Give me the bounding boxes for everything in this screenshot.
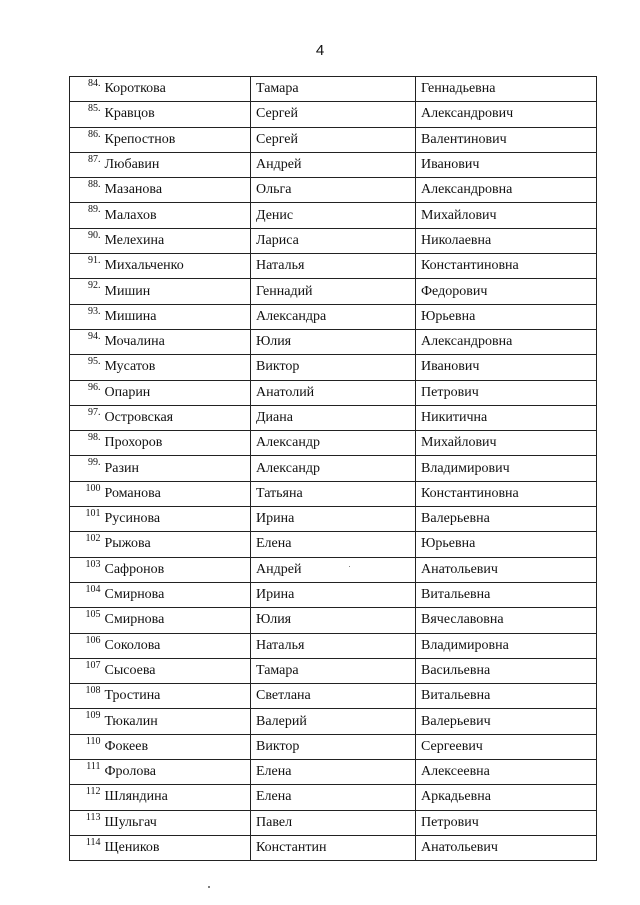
- table-row: [70, 734, 597, 759]
- table-row: [70, 152, 597, 177]
- row-number: 113: [70, 810, 103, 835]
- first-name-cell: Сергей: [251, 127, 416, 152]
- first-name-cell: Ирина: [251, 507, 416, 532]
- table-row: [70, 456, 597, 481]
- first-name-cell: Валерий: [251, 709, 416, 734]
- patronymic-cell: Александровна: [416, 178, 597, 203]
- row-number: 95.: [70, 355, 103, 380]
- first-name-cell: Лариса: [251, 228, 416, 253]
- scan-speck: [349, 566, 350, 567]
- surname-cell: Соколова: [103, 633, 251, 658]
- table-row: [70, 582, 597, 607]
- table-row: [70, 431, 597, 456]
- first-name-cell: Павел: [251, 810, 416, 835]
- patronymic-cell: Николаевна: [416, 228, 597, 253]
- table-row: [70, 557, 597, 582]
- row-number: 91.: [70, 254, 103, 279]
- table-row: [70, 785, 597, 810]
- table-row: [70, 405, 597, 430]
- surname-cell: Щеников: [103, 835, 251, 860]
- table-row: [70, 279, 597, 304]
- page-number: 4: [315, 42, 325, 59]
- first-name-cell: Наталья: [251, 254, 416, 279]
- first-name-cell: Андрей: [251, 557, 416, 582]
- table-row: [70, 127, 597, 152]
- surname-cell: Смирнова: [103, 582, 251, 607]
- patronymic-cell: Валентинович: [416, 127, 597, 152]
- names-table-body: [70, 77, 597, 861]
- row-number: 107: [70, 658, 103, 683]
- row-number: 97.: [70, 405, 103, 430]
- surname-cell: Смирнова: [103, 608, 251, 633]
- surname-cell: Тростина: [103, 684, 251, 709]
- table-row: [70, 77, 597, 102]
- row-number: 101: [70, 507, 103, 532]
- patronymic-cell: Константиновна: [416, 254, 597, 279]
- row-number: 106: [70, 633, 103, 658]
- surname-cell: Фокеев: [103, 734, 251, 759]
- patronymic-cell: Вячеславовна: [416, 608, 597, 633]
- surname-cell: Шульгач: [103, 810, 251, 835]
- patronymic-cell: Федорович: [416, 279, 597, 304]
- table-row: [70, 507, 597, 532]
- table-row: [70, 684, 597, 709]
- table-row: [70, 304, 597, 329]
- surname-cell: Мишин: [103, 279, 251, 304]
- patronymic-cell: Михайлович: [416, 203, 597, 228]
- table-row: [70, 102, 597, 127]
- surname-cell: Шляндина: [103, 785, 251, 810]
- table-row: [70, 203, 597, 228]
- patronymic-cell: Витальевна: [416, 582, 597, 607]
- first-name-cell: Светлана: [251, 684, 416, 709]
- surname-cell: Фролова: [103, 760, 251, 785]
- patronymic-cell: Алексеевна: [416, 760, 597, 785]
- surname-cell: Опарин: [103, 380, 251, 405]
- first-name-cell: Тамара: [251, 77, 416, 102]
- surname-cell: Романова: [103, 481, 251, 506]
- patronymic-cell: Михайлович: [416, 431, 597, 456]
- surname-cell: Любавин: [103, 152, 251, 177]
- surname-cell: Короткова: [103, 77, 251, 102]
- first-name-cell: Диана: [251, 405, 416, 430]
- first-name-cell: Ирина: [251, 582, 416, 607]
- first-name-cell: Елена: [251, 532, 416, 557]
- surname-cell: Прохоров: [103, 431, 251, 456]
- row-number: 93.: [70, 304, 103, 329]
- patronymic-cell: Валерьевич: [416, 709, 597, 734]
- table-row: [70, 380, 597, 405]
- table-row: [70, 355, 597, 380]
- surname-cell: Мазанова: [103, 178, 251, 203]
- row-number: 114: [70, 835, 103, 860]
- patronymic-cell: Петрович: [416, 380, 597, 405]
- first-name-cell: Тамара: [251, 658, 416, 683]
- row-number: 98.: [70, 431, 103, 456]
- row-number: 94.: [70, 329, 103, 354]
- row-number: 85.: [70, 102, 103, 127]
- row-number: 100: [70, 481, 103, 506]
- patronymic-cell: Васильевна: [416, 658, 597, 683]
- surname-cell: Михальченко: [103, 254, 251, 279]
- first-name-cell: Андрей: [251, 152, 416, 177]
- table-row: [70, 254, 597, 279]
- surname-cell: Сафронов: [103, 557, 251, 582]
- first-name-cell: Елена: [251, 760, 416, 785]
- table-row: [70, 532, 597, 557]
- patronymic-cell: Никитична: [416, 405, 597, 430]
- patronymic-cell: Владимировна: [416, 633, 597, 658]
- patronymic-cell: Аркадьевна: [416, 785, 597, 810]
- first-name-cell: Александр: [251, 456, 416, 481]
- scan-speck: [208, 886, 210, 888]
- table-row: [70, 481, 597, 506]
- row-number: 84.: [70, 77, 103, 102]
- surname-cell: Сысоева: [103, 658, 251, 683]
- surname-cell: Русинова: [103, 507, 251, 532]
- patronymic-cell: Юрьевна: [416, 532, 597, 557]
- first-name-cell: Юлия: [251, 608, 416, 633]
- row-number: 86.: [70, 127, 103, 152]
- surname-cell: Крепостнов: [103, 127, 251, 152]
- patronymic-cell: Валерьевна: [416, 507, 597, 532]
- table-row: [70, 810, 597, 835]
- table-row: [70, 835, 597, 860]
- first-name-cell: Александр: [251, 431, 416, 456]
- patronymic-cell: Анатольевич: [416, 835, 597, 860]
- first-name-cell: Александра: [251, 304, 416, 329]
- table-row: [70, 633, 597, 658]
- patronymic-cell: Иванович: [416, 152, 597, 177]
- table-row: [70, 228, 597, 253]
- patronymic-cell: Владимирович: [416, 456, 597, 481]
- patronymic-cell: Петрович: [416, 810, 597, 835]
- row-number: 88.: [70, 178, 103, 203]
- table-row: [70, 709, 597, 734]
- patronymic-cell: Сергеевич: [416, 734, 597, 759]
- surname-cell: Мочалина: [103, 329, 251, 354]
- first-name-cell: Татьяна: [251, 481, 416, 506]
- first-name-cell: Анатолий: [251, 380, 416, 405]
- surname-cell: Мишина: [103, 304, 251, 329]
- table-row: [70, 178, 597, 203]
- surname-cell: Разин: [103, 456, 251, 481]
- patronymic-cell: Юрьевна: [416, 304, 597, 329]
- surname-cell: Островская: [103, 405, 251, 430]
- first-name-cell: Ольга: [251, 178, 416, 203]
- row-number: 103: [70, 557, 103, 582]
- surname-cell: Тюкалин: [103, 709, 251, 734]
- names-table: [69, 76, 597, 861]
- table-row: [70, 760, 597, 785]
- first-name-cell: Елена: [251, 785, 416, 810]
- surname-cell: Малахов: [103, 203, 251, 228]
- patronymic-cell: Геннадьевна: [416, 77, 597, 102]
- row-number: 89.: [70, 203, 103, 228]
- patronymic-cell: Александровна: [416, 329, 597, 354]
- row-number: 87.: [70, 152, 103, 177]
- row-number: 110: [70, 734, 103, 759]
- row-number: 112: [70, 785, 103, 810]
- surname-cell: Рыжова: [103, 532, 251, 557]
- row-number: 102: [70, 532, 103, 557]
- row-number: 104: [70, 582, 103, 607]
- patronymic-cell: Иванович: [416, 355, 597, 380]
- row-number: 90.: [70, 228, 103, 253]
- first-name-cell: Сергей: [251, 102, 416, 127]
- first-name-cell: Виктор: [251, 355, 416, 380]
- row-number: 105: [70, 608, 103, 633]
- row-number: 99.: [70, 456, 103, 481]
- surname-cell: Мелехина: [103, 228, 251, 253]
- table-row: [70, 329, 597, 354]
- surname-cell: Мусатов: [103, 355, 251, 380]
- row-number: 108: [70, 684, 103, 709]
- patronymic-cell: Александрович: [416, 102, 597, 127]
- row-number: 96.: [70, 380, 103, 405]
- first-name-cell: Денис: [251, 203, 416, 228]
- row-number: 92.: [70, 279, 103, 304]
- surname-cell: Кравцов: [103, 102, 251, 127]
- patronymic-cell: Анатольевич: [416, 557, 597, 582]
- first-name-cell: Виктор: [251, 734, 416, 759]
- first-name-cell: Наталья: [251, 633, 416, 658]
- row-number: 109: [70, 709, 103, 734]
- patronymic-cell: Константиновна: [416, 481, 597, 506]
- table-row: [70, 608, 597, 633]
- patronymic-cell: Витальевна: [416, 684, 597, 709]
- first-name-cell: Юлия: [251, 329, 416, 354]
- table-row: [70, 658, 597, 683]
- first-name-cell: Геннадий: [251, 279, 416, 304]
- first-name-cell: Константин: [251, 835, 416, 860]
- row-number: 111: [70, 760, 103, 785]
